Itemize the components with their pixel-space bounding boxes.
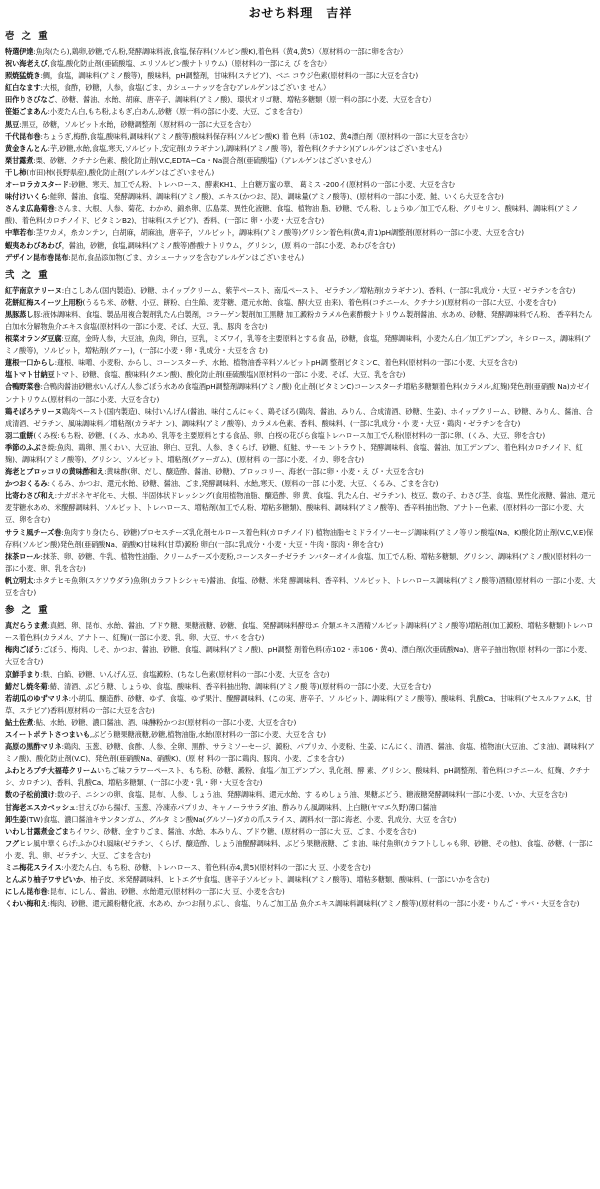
ingredients-text: :合鴨肉醤油砂糖水いんげん人参ごぼう水あめ食塩酒pH調整剤調味料(アミノ酸) 化止剤(ビタミンC)コーンスターチ増粘多糖類着色料(カラメル,紅麹)発色剤(亜硝酸 Na)カゼインナトリウム(原材料の一部に小麦、大豆を含む) <box>5 382 591 404</box>
list-item <box>5 82 596 94</box>
dish-name: とんぶり柚子ワサビいか <box>5 875 83 885</box>
ingredients-text: ，醤油，砂糖，食塩,調味料(アミノ酸等)酢酸ナトリウム，グリシン，(原 料の一部に小麦、あわびを含む) <box>61 240 396 250</box>
ingredients-text: :芋,砂糖,水飴,食塩,寒天,ソルビット,安定剤(カラギナン),調味料(アミノ酸 等)，着色料(クチナシ)(アレルゲンはございません) <box>47 143 442 153</box>
list-item <box>5 309 596 333</box>
list-item <box>5 333 596 357</box>
dish-name: サラミ風チーズ巻 <box>5 527 62 537</box>
list-item <box>5 527 596 551</box>
dish-name: 季節のふぶ <box>5 442 41 452</box>
ingredients-text: :黒豆，砂糖，ソルビット水飴，砂糖調整剤（原材料の一部に大豆を含む） <box>19 119 256 129</box>
dish-name: 黄金きんとん <box>5 143 48 153</box>
list-item <box>5 119 596 131</box>
ingredients-text: :ホタテヒモ魚卵(スケソウダラ)魚卵(カラフトシシャモ)醤油、食塩、砂糖、米発 酵調味料、香辛料、ソルビット、トレハロース調味料(アミノ酸等)酒精(原材料の 一部に小麦、大豆を含む) <box>5 575 596 598</box>
dish-name: ふわとろプチ大福苺クリーム <box>5 766 98 776</box>
ingredients-text: ヒレ風中華くらげ:ふかひれ風味(ゼラチン、くらげ、醸造酢、しょう油醗酵調味料、ぶどう果糖液糖、ご ま油、味付魚卵(カラフトししゃも卵、砂糖、その他)、食塩、砂糖、(一部に小 麦、乳、卵、ゼラチン、大豆、ごまを含む) <box>5 838 593 860</box>
dish-name: 黒豚蒸し <box>5 309 34 319</box>
ingredients-text: :小胡瓜、醸造酢、砂糖、ゆず、食塩、ゆず果汁、醗酵調味料、(この実、唐辛子、ソ ルビット、調味料(アミノ酸等)、酸味料、乳酸Ca、甘味料(アセスルファムK、甘 草、ステビア)香料(原材料の一部に大豆を含む) <box>5 693 593 715</box>
ingredients-text: 鶏肉ペースト(国内製造)、味付いんげん(醤油、味付こんにゃく、鶏そぼろ(鶏肉、醤油、みりん、合成清酒、砂糖、生姜)、ホイップクリーム、砂糖、みりん、醤油、合成清酒、ゼラチン、風味調味料／増粘剤(カラギナ ン)、調味料(アミノ酸等)、カラメル色素、香料、酸味料、(一部に乳成分・小 麦・大豆・鶏肉・ゼラチンを含む) <box>5 406 593 428</box>
list-item <box>5 490 596 526</box>
dish-name: 干し柿 <box>5 167 27 177</box>
list-item <box>5 826 596 838</box>
list-item <box>5 681 596 693</box>
ingredients-text: (くみ桜:もち粉、砂糖、(くみ、水あめ、乳等を主要原料とする食品、卵、白桜の花びら食塩トレハロース加工でん粉(原材料の一部に卵、(くみ、大豆、卵を含む) <box>33 430 546 440</box>
list-item <box>5 729 596 741</box>
dish-name: 鰆だし焼冬菊 <box>5 681 48 691</box>
ingredients-text: き焼:魚肉、鶏卵、黒くわい、大豆油、卵白、豆乳、人参、きくらげ、砂糖、紅鮭、サーモ ントラウト、発酵調味料、食塩、醤油、加工デンプン、着色料(カロチノイド、紅 麹)、調味料(アミノ酸等)、グリシン、ソルビット、増粘剤(グァーガム)、(原材料 の一部に小麦、イカ、卵を含む) <box>5 442 583 464</box>
menu-section <box>5 605 596 910</box>
dish-name: 若胡瓜のゆずマリネ <box>5 693 69 703</box>
list-item <box>5 478 596 490</box>
ingredients-text: ,ぶどう糖果糖液糖,砂糖,植物油脂,水飴(原材料の一部に小麦、大豆を含 む) <box>89 729 326 739</box>
ingredients-text: :豆腐，金時人参，大豆油，魚肉，卵白，豆乳，ミズワイ，乳等を主要原料とする食 品，砂糖，食塩，発酵調味料，小麦たん白／加工デンプン，キシロース，調味料(ア ミノ酸等)，ソルビット，増粘剤(グァー)，(一部に小麦・卵・乳成分・大豆を含 む) <box>5 334 592 356</box>
dish-name: 千代昆布巻 <box>5 131 41 141</box>
dish-name: 花餅紅梅スイーツ上用粉 <box>5 297 83 307</box>
ingredient-list <box>5 620 596 910</box>
list-item <box>5 94 596 106</box>
dish-name: 田作りさびなご <box>5 95 55 105</box>
ingredient-list <box>5 285 596 599</box>
dish-name: かつおくるみ <box>5 479 48 489</box>
ingredients-text: いちご味フラワーペースト、もち粉、砂糖、澱粉、食塩／加工デンプン、乳化剤、酵 素、グリシン、酸味料、pH調整剤、着色料(コチニール、紅麹、クチナシ、カロチン)、香料、乳酸Ca、増粘多糖類、(一部に小麦・乳・卵・大豆を含む) <box>5 766 590 788</box>
ingredients-text: :ちょうぎ,梅酢,食塩,酸味料,調味料(アミノ酸等)酸味料保存料(ソルビン酸K) 着 色料（赤102、黄4漂白剤（原材料の一部に大豆を含む） <box>40 131 472 141</box>
ingredients-text: :甘えびから揚げ、玉葱、冷凍赤パプリカ、キャノーラサラダ油、酢みりん風調味料、上白糖(ヤマエ久野)薄口醤油 <box>75 802 437 812</box>
dish-name: 卸生姜 <box>5 814 27 824</box>
ingredients-text: :麩、白餡、砂糖、いんげん豆、食塩澱粉、(ちなし色素(原材料の一部に小麦、大豆を 含む) <box>40 669 330 679</box>
ingredients-text: :白こしあん(国内製造)、砂糖、ホイップクリーム、紫芋ペースト、南瓜ペースト、 ゼラチン／増粘剤(カラギナン)、香料、(一部に乳成分・大豆・ゼラチンを含む) <box>61 285 576 295</box>
list-item <box>5 717 596 729</box>
list-item <box>5 203 596 227</box>
list-item <box>5 874 596 886</box>
list-item <box>5 369 596 381</box>
section-title: 弐 之 重 <box>5 269 50 281</box>
list-item <box>5 131 596 143</box>
dish-name: 黒豆 <box>5 119 20 129</box>
ingredients-text: :茎ワカメ，糸カンテン，白胡麻，胡麻油，唐辛子，ソルビット，調味料(アミノ酸等)グリシン着色料(黄4,青1)pH調整剤(原材料の一部に小麦、大豆を含む) <box>33 228 524 238</box>
ingredients-text: :蓮根、味噌、小麦粉、からし、コーンスターチ、水飴、植物油香辛料ソルビットpH調 整剤ビタミンC、着色料(原材料の一部に小麦、大豆を含む) <box>54 358 518 368</box>
dish-name: デザイン昆布巻昆布 <box>5 252 69 262</box>
list-item <box>5 886 596 898</box>
list-item <box>5 838 596 862</box>
ingredients-text: :昆布、にしん、醤油、砂糖、水飴還元(原材料の一部に大 豆、小麦を含む) <box>47 887 285 897</box>
ingredients-text: ,食塩,酸化防止剤(亜硫酸塩、エリソルビン酸ナトリウム)（原材料の一部にえ び を含む） <box>47 59 331 69</box>
dish-name: ミニ梅花スライス <box>5 863 62 872</box>
ingredients-text: :魚肉(たら),鶏卵,砂糖,でん粉,発酵調味料液,食塩,保存料(ソルビン酸K),着色料（黄4,黄5）（原材料の一部に卵を含む） <box>33 47 408 56</box>
menu-section <box>5 270 596 599</box>
ingredients-text: トマト、砂糖、食塩、酸味料(クエン酸)、酸化防止剤(亜硫酸塩)(原材料の一部に 小麦、そば、大豆、乳を含む) <box>54 370 406 380</box>
list-item <box>5 227 596 239</box>
ingredients-text: :栗、砂糖、クチナシ色素、酸化防止剤(V.C,EDTA−Ca・Na混合剤(亜硫酸塩)（アレルゲンはございません） <box>33 155 376 165</box>
ingredients-text: :数の子、ニシンの卵、食塩、昆布、人参、しょう油、発酵調味料、還元水飴、す るめしょう油、果糖ぶどう、糖液糖発酵調味料(一部に小麦、いか、大豆を含む) <box>54 790 568 800</box>
ingredients-text: :昆布,食品添加物(ごま、カシューナッツを含むアレルゲンはございません) <box>68 252 304 262</box>
ingredients-text: :小麦たん白,もち粉,よもぎ,白あん,砂糖（原一料の部に小麦、大豆、ごまを含む） <box>47 107 307 117</box>
list-item <box>5 285 596 297</box>
menu-section <box>5 31 596 264</box>
list-item <box>5 551 596 575</box>
ingredients-text: :鮎、水飴、砂糖、濃口醤油、酒、味醂粉かつお(原材料の一部に小麦、大豆を含む) <box>33 717 297 727</box>
list-item <box>5 898 596 910</box>
dish-name: 味付けいくら <box>5 192 48 202</box>
list-item <box>5 802 596 814</box>
ingredients-text: ちイワシ、砂糖、金すりごま、醤油、水飴、本みりん、ブドウ糖、(原材料の一部に大 豆、ごま、小麦を含む) <box>68 826 417 836</box>
list-item <box>5 814 596 826</box>
list-item <box>5 46 596 58</box>
dish-name: 紅白なます <box>5 83 41 93</box>
list-item <box>5 430 596 442</box>
dish-name: 紅芋南京テリーヌ <box>5 285 62 295</box>
list-item <box>5 106 596 118</box>
dish-name: さんま広島菊巻 <box>5 204 55 214</box>
dish-name: 高原の黒酢マリネ <box>5 742 62 752</box>
list-item <box>5 620 596 644</box>
list-item <box>5 167 596 179</box>
list-item <box>5 741 596 765</box>
ingredients-text: :鰆、清酒、ぶどう糖、しょうゆ、食塩、酸味料、香辛料抽出物、調味料(アミノ酸 等)(原材料の一部に小麦、大豆を含む) <box>47 681 432 691</box>
ingredients-text: :大根，食酢，砂糖，人参，食塩(ごま、カシューナッツを含むアレルゲンはございま せん） <box>40 83 331 93</box>
list-item <box>5 575 596 599</box>
section-title: 壱 之 重 <box>5 31 50 42</box>
dish-name: 中華若布 <box>5 228 34 238</box>
dish-name: 梅肉ごぼう <box>5 645 41 655</box>
list-item <box>5 442 596 466</box>
sections-container <box>5 31 596 910</box>
list-item <box>5 297 596 309</box>
dish-name: 数の子松前漬け <box>5 790 55 800</box>
list-item <box>5 862 596 874</box>
ingredients-text: :鮭卵、醤油、食塩、発酵調味料、調味料(アミノ酸)、エキス(かつお、昆)、調味量(アミノ酸等)、(原材料の一部に小麦、鮭、いくら大豆を含む) <box>47 192 504 202</box>
dish-name: いわし甘露煮金ごま <box>5 826 69 836</box>
dish-name: 抹茶ロール <box>5 551 41 561</box>
dish-name: 塩トマト甘納豆 <box>5 370 55 380</box>
list-item <box>5 155 596 167</box>
document-title: おせち料理 吉祥 <box>248 6 353 20</box>
ingredients-text: :小麦たん白、もち粉、砂糖、トレハロース、着色料(赤4,黄5)(原材料の一部に大 豆、小麦を含む) <box>61 863 371 872</box>
dish-name: オーロラカスタード <box>5 180 69 190</box>
ingredients-text: :鯛，食塩，調味料(アミノ酸等)，酸味料，pH調整剤，甘味料(ステビア)、ベニ コウジ色素(原材料の一部に大豆を含む) <box>40 71 419 81</box>
dish-name: 甘海老エスカベッシュ <box>5 802 76 812</box>
ingredients-text: 、砂糖、醤油、水飴、胡麻、唐辛子、調味料(アミノ酸)、環状オリゴ糖、増粘多糖類（原一料の部に小麦、大豆を含む） <box>54 95 436 105</box>
dish-name: 羽二重餅 <box>5 430 34 440</box>
list-item <box>5 70 596 82</box>
dish-name: 特選伊達 <box>5 47 34 56</box>
list-item <box>5 143 596 155</box>
ingredients-text: :さんま、大根、人参、菊花、わかめ、錦糸卵、広島菜、異性化液糖、食塩、植物油 脂、砂糖、でん粉、しょうゆ／加工でん粉、グリセリン、酸味料、調味料(アミノ 酸)、着色料(カロチノイド、ビタミンB2)、甘味料(ステビア)、香料、(一部に 卵・小麦・大豆を含む) <box>5 204 579 226</box>
dish-name: 真だらうま煮 <box>5 621 48 631</box>
ingredients-text: :ナガボネヤギ化モ、大根、半固体状ドレッシング(食用植物油脂、醸造酢、卵 黄、食塩、乳たん白、ゼラチン)、枝豆、数の子、わさび茎、食塩、異性化液糖、醤油、還元麦芽糖水あめ、米醗酵調味料、ソルビット、トレハロース、増粘剤(加工でん粉、増粘多糖類)、酸味料、調味料(アミノ酸等)、香辛料抽出物、アナトー色素、(原材料の一部に小麦、大豆、卵を含む) <box>5 491 596 525</box>
ingredients-text: :真鱈、卵、昆布、水飴、醤油、ブドウ糖、果糖液糖、砂糖、食塩、発酵調味料酵母エ 介類エキス酒精ソルビット調味料(アミノ酸等)増粘剤(加工澱粉、増粘多糖類)トレハロース着色料(カラメル、アナトー、紅麹)(一部に小麦、乳、卵、大豆、サバ を含む) <box>5 621 594 643</box>
list-item <box>5 406 596 430</box>
dish-name: 根菜オランダ豆腐 <box>5 334 62 344</box>
list-item <box>5 765 596 789</box>
dish-name: フグ <box>5 838 19 848</box>
dish-name: スイートポテトさつまいも <box>5 729 90 739</box>
section-title: 参 之 重 <box>5 605 50 617</box>
dish-name: 海老とブロッコリの黄味酢和え <box>5 467 105 477</box>
list-item <box>5 179 596 191</box>
ingredients-text: (市田)柿(長野県産),酸化防止剤(アレルゲンはございません) <box>26 167 215 177</box>
list-item <box>5 693 596 717</box>
dish-name: 蓮根一口からし <box>5 358 55 368</box>
list-item <box>5 381 596 405</box>
list-item <box>5 357 596 369</box>
dish-name: 蝦夷あわびあわび <box>5 240 62 250</box>
dish-name: 照焼猛焼き <box>5 71 41 81</box>
ingredients-text: :黄味酢(卵、だし、醸造酢、醤油、砂糖)、ブロッコリー、海老(一部に卵・小麦・え び・大豆を含む) <box>104 467 424 477</box>
ingredients-text: (うるち米、砂糖、小豆、餅粉、白生餡、麦芽糖、還元水飴、食塩、酵(大豆 由来)、着色料(コチニール、クチナシ)(原材料の一部に大豆、小麦を含む) <box>82 297 557 307</box>
list-item <box>5 789 596 801</box>
ingredients-text: 、柚子皮、米発酵調味料、ヒトエグサ食塩、唐辛子ソルビット、調味料(アミノ酸等)、増粘多糖類、酸味料、(一部にいかを含む) <box>82 875 490 885</box>
ingredients-text: (TW)食塩、濃口醤油キサンタンガム、グルタ ミン酸Na(グルソー)ダカの爪スライス、調料水(一部に海老、小麦、乳成分、大豆 を含む) <box>26 814 457 824</box>
list-item <box>5 240 596 252</box>
list-item <box>5 466 596 478</box>
list-item <box>5 669 596 681</box>
dish-name: にしん昆布巻 <box>5 887 48 897</box>
ingredients-text: 豚:液体調味料、食塩、製品用複合製剤乳たん白製剤，コラーゲン製剤加工黒糖 加工澱粉カラメル色素酢酸ナトリウム製剤醤油、水あめ、砂糖、発酵調味料でん粉、 香辛料たん白加水分解物魚介エキス食塩(原材料の一部に小麦、そば、大豆、乳、豚肉 を含む) <box>5 309 593 331</box>
dish-name: 比寄わさび和え <box>5 491 55 501</box>
ingredients-text: :抹茶、卵、砂糖、牛乳、植物性油脂、クリームチーズ小麦粉,コーンスターチゼラチ ンバターオイル食塩、加工でん粉、増粘多糖類、グリシン、調味料(アミノ酸)(原材料の一部に小麦、卵、乳を含む) <box>5 551 591 573</box>
ingredients-text: :梅肉、砂糖、還元澱粉糖化液、水あめ、かつお削りぶし、食塩、りんご加工品 魚介エキス調味料調味料(アミノ酸等)(原材料の一部に小麦・りんご・サバ・大豆を含む) <box>47 899 580 909</box>
list-item <box>5 191 596 203</box>
list-item <box>5 252 596 264</box>
dish-name: 祝い海老えび <box>5 59 48 69</box>
ingredient-list <box>5 46 596 264</box>
dish-name: 鶏そぼろテリーヌ <box>5 406 62 416</box>
ingredients-text: :魚肉すり身(たら、砂糖)プロセスチーズ乳化剤セルロース着色料(カロチノイド) 植物油脂セミドライソーセージ調味料(アミノ等リン酸塩(Na、K)酸化防止剤(V.C,V.E)保存料(ソルビン酸)発色剤(亜硝酸Na、硝酸K)甘味料(甘草)澱粉 卵白(一部に乳成分・小麦・大豆・牛肉・豚肉・卵を含む) <box>5 527 594 549</box>
ingredients-text: :鶏肉、玉葱、砂糖、食酢、人参、全卵、黒酢、サラミソーセージ、澱粉、パプリカ、小麦粉、生姜、にんにく、清酒、醤油、食塩、植物油(大豆油、ごま油)、調味料(アミノ酸)、酸化防止剤(V.C)、発色剤(亜硝酸Na、硝酸K)、(原 材 料の一部に鶏肉、豚肉、小麦、ごまを含む) <box>5 742 595 764</box>
ingredients-text: :砂糖、寒天、加工でん粉、トレハロース、酵素KH1、上白糖万蜜の華、 葛ミス -200イ(原材料の一部に小麦、大豆を含む <box>68 180 456 190</box>
ingredients-text: :くるみ、かつお、還元水飴、砂糖、醤油、ごま,発酵調味料、水飴,寒天、(原料の一部 に小麦、大豆、くるみ、ごまを含む) <box>47 479 439 489</box>
list-item <box>5 644 596 668</box>
dish-name: 鮎土佐煮 <box>5 717 34 727</box>
dish-name: 栗甘露煮 <box>5 155 34 165</box>
dish-name: 合鴨野菜巻 <box>5 382 41 392</box>
dish-name: 京鮮手まり <box>5 669 41 679</box>
list-item <box>5 58 596 70</box>
ingredients-text: :ごぼう、梅肉、しそ、かつお、醤油、砂糖、食塩、調味料(アミノ酸)、pH調整 剤着色料(赤102・赤106・黄4)、漂白剤(次亜硫酸Na)、唐辛子抽出物(原 材料の一部に小麦、大豆を含む) <box>5 645 592 667</box>
dish-name: 笹姫ごまあん <box>5 107 48 117</box>
dish-name: 帆立明太 <box>5 575 34 585</box>
dish-name: くわい梅和え <box>5 899 48 909</box>
